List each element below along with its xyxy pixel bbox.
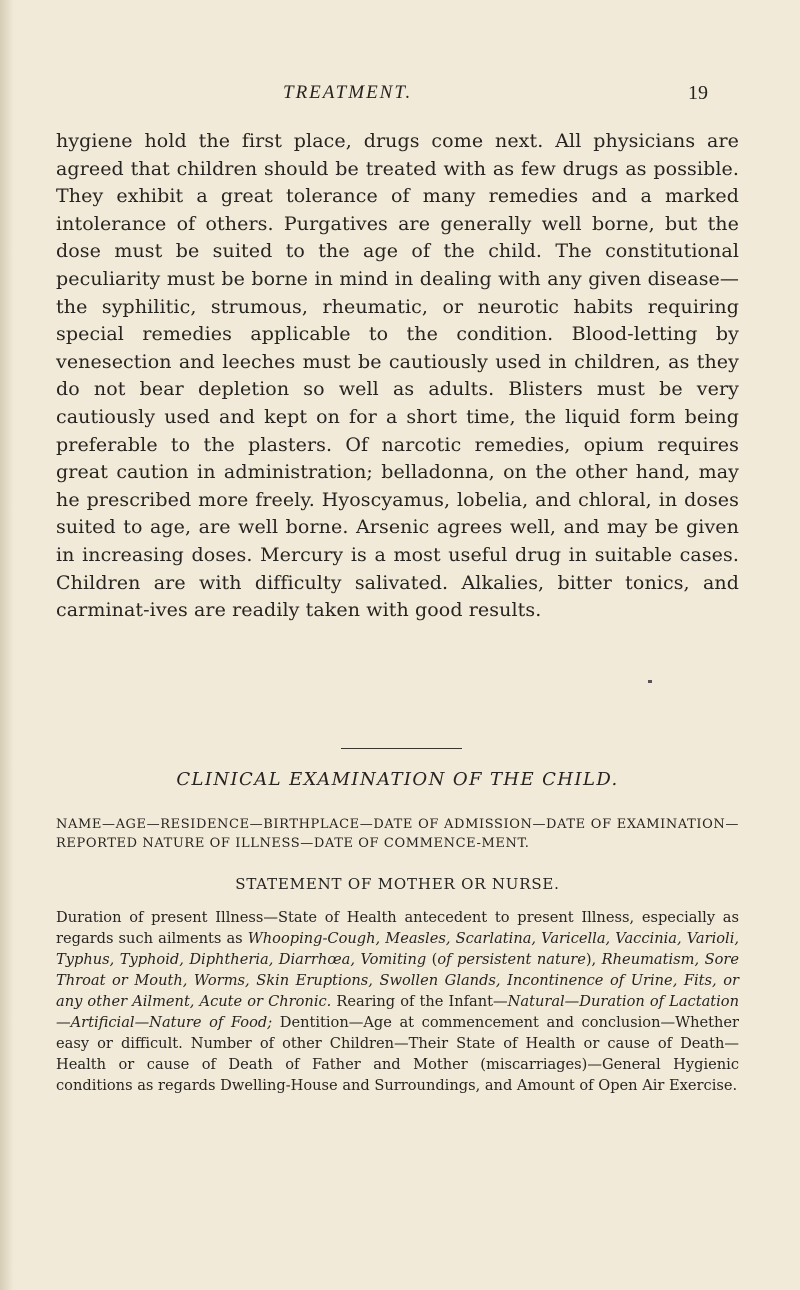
stray-mark <box>648 680 652 683</box>
statement-text <box>56 907 739 1096</box>
examination-fields: NAME—AGE—RESIDENCE—BIRTHPLACE—DATE OF ADMISSION—DATE OF EXAMINATION—REPORTED NATURE OF ILLNESS—DATE OF COMMENCE-MENT. <box>56 817 739 851</box>
statement-part: ), <box>585 951 602 968</box>
page-number: 19 <box>688 82 708 104</box>
page-gutter-shadow <box>0 0 14 1290</box>
statement-part: ( <box>426 951 438 968</box>
statement-persistent: of persistent nature <box>437 951 586 968</box>
statement-part: Dentition—Age at commencement and conclusion—Whether easy or difficult. Number of other Children—Their State of Health or cause of Death—Health or cause of Death of Father and Mother (miscarriages)—General Hygienic conditions as regards Dwelling-House and Surroundings, and Amount of Open Air Exercise. <box>56 1014 740 1094</box>
statement-diseases: Whooping-Cough, Measles, Scarlatina, Varicella, Vaccinia, Varioli, Typhus, Typhoid, Diphtheria, Diarrhœa, Vomiting <box>56 930 739 968</box>
statement-feeding: Natural—Duration of Lactation—Artificial—Nature of Food; <box>56 993 739 1031</box>
running-head: TREATMENT. <box>283 82 413 103</box>
body-paragraph: hygiene hold the first place, drugs come next. All physicians are agreed that children should be treated with as few drugs as possible. They exhibit a great tolerance of many remedies and a marked intolerance of others. Purgatives are generally well borne, but the dose must be suited to the age of the child. The constitutional peculiarity must be borne in mind in dealing with any given disease—the syphilitic, strumous, rheumatic, or neurotic habits requiring special remedies applicable to the condition. Blood-letting by venesection and leeches must be cautiously used in children, as they do not bear depletion so well as adults. Blisters must be very cautiously used and kept on for a short time, the liquid form being preferable to the plasters. Of narcotic remedies, opium requires great caution in administration; belladonna, on the other hand, may he prescribed more freely. Hyoscyamus, lobelia, and chloral, in doses suited to age, are well borne. Arsenic agrees well, and may be given in increasing doses. Mercury is a most useful drug in suitable cases. Children are with difficulty salivated. Alkalies, bitter tonics, and carminat-ives are readily taken with good results. <box>56 130 739 622</box>
body-text <box>56 128 739 625</box>
statement-diseases-2: Rheumatism, Sore Throat or Mouth, Worms, Skin Eruptions, Swollen Glands, Incontinence of Urine, Fits, or any other Ailment, Acute or Chronic. <box>56 951 739 1010</box>
section-divider <box>341 748 462 749</box>
statement-part: Duration of present Illness—State of Health antecedent to present Illness, especially as regards such ailments as <box>56 909 739 947</box>
statement-title: STATEMENT OF MOTHER OR NURSE. <box>235 875 560 893</box>
statement-part: Rearing of the Infant— <box>331 993 508 1010</box>
section-title: CLINICAL EXAMINATION OF THE CHILD. <box>176 769 619 790</box>
page-header <box>0 82 800 108</box>
